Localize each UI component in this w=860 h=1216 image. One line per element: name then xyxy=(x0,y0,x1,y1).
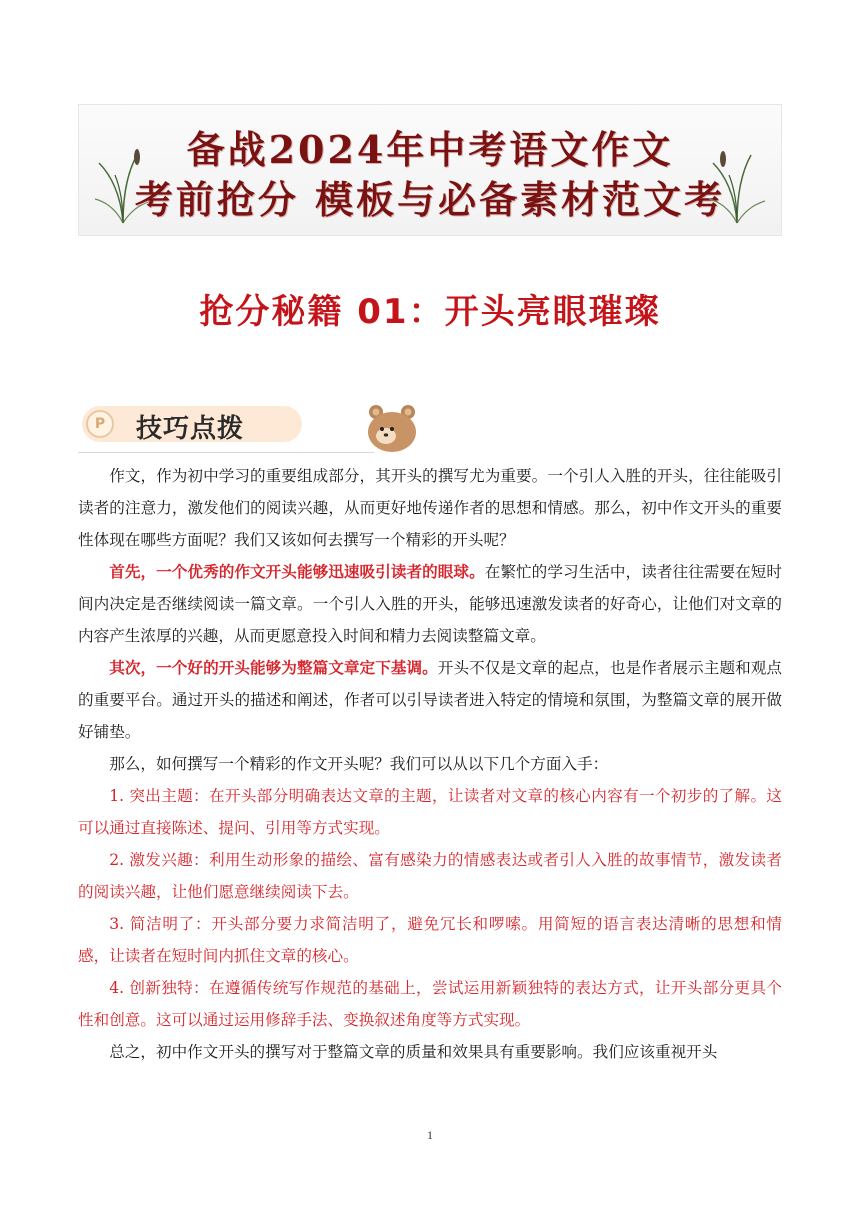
tips-badge xyxy=(78,396,374,453)
paragraph-second-point xyxy=(78,652,782,748)
coin-icon: P xyxy=(86,410,114,438)
article-body xyxy=(78,460,782,1068)
banner-title-line1: 备战2024年中考语文作文 xyxy=(186,127,674,172)
paragraph-rest: 开头不仅是文章的起点，也是作者展示主题和观点的重要平台。通过开头的描述和阐述，作者可以引导读者进入特定的情境和氛围，为整篇文章的展开做好铺垫。 xyxy=(78,659,782,741)
paragraph-intro: 作文，作为初中学习的重要组成部分，其开头的撰写尤为重要。一个引人入胜的开头，往往能吸引读者的注意力，激发他们的阅读兴趣，从而更好地传递作者的思想和情感。那么，初中作文开头的重要性体现在哪些方面呢？我们又该如何去撰写一个精彩的开头呢？ xyxy=(78,467,782,549)
bear-icon xyxy=(362,402,422,452)
paragraph-rest: 在繁忙的学习生活中，读者往往需要在短时间内决定是否继续阅读一篇文章。一个引人入胜的开头，能够迅速激发读者的好奇心，让他们对文章的内容产生浓厚的兴趣，从而更愿意投入时间和精力去阅读整篇文章。 xyxy=(78,563,782,645)
section-title: 抢分秘籍 01：开头亮眼璀璨 xyxy=(199,292,661,332)
paragraph-question: 那么，如何撰写一个精彩的作文开头呢？我们可以从以下几个方面入手： xyxy=(109,755,609,773)
list-item-concise: 3. 简洁明了：开头部分要力求简洁明了，避免冗长和啰嗦。用简短的语言表达清晰的思想和情感，让读者在短时间内抓住文章的核心。 xyxy=(78,915,782,965)
grass-icon xyxy=(707,145,767,225)
list-item-spark-interest: 2. 激发兴趣：利用生动形象的描绘、富有感染力的情感表达或者引人入胜的故事情节，激发读者的阅读兴趣，让他们愿意继续阅读下去。 xyxy=(78,851,782,901)
tips-badge-label: 技巧点拨 xyxy=(136,414,245,444)
paragraph-lead: 其次，一个好的开头能够为整篇文章定下基调。 xyxy=(109,658,438,677)
banner-title-line2: 考前抢分 模板与必备素材范文考 xyxy=(134,177,726,222)
page-number: 1 xyxy=(427,1128,433,1142)
paragraph-first-point xyxy=(78,556,782,652)
paragraph-lead: 首先，一个优秀的作文开头能够迅速吸引读者的眼球。 xyxy=(109,562,485,581)
paragraph-conclusion: 总之，初中作文开头的撰写对于整篇文章的质量和效果具有重要影响。我们应该重视开头 xyxy=(109,1043,718,1061)
list-item-innovative: 4. 创新独特：在遵循传统写作规范的基础上，尝试运用新颖独特的表达方式，让开头部分更具个性和创意。这可以通过运用修辞手法、变换叙述角度等方式实现。 xyxy=(78,979,782,1029)
header-banner xyxy=(78,104,782,236)
list-item-highlight-theme: 1. 突出主题：在开头部分明确表达文章的主题，让读者对文章的核心内容有一个初步的了解。这可以通过直接陈述、提问、引用等方式实现。 xyxy=(78,787,782,837)
